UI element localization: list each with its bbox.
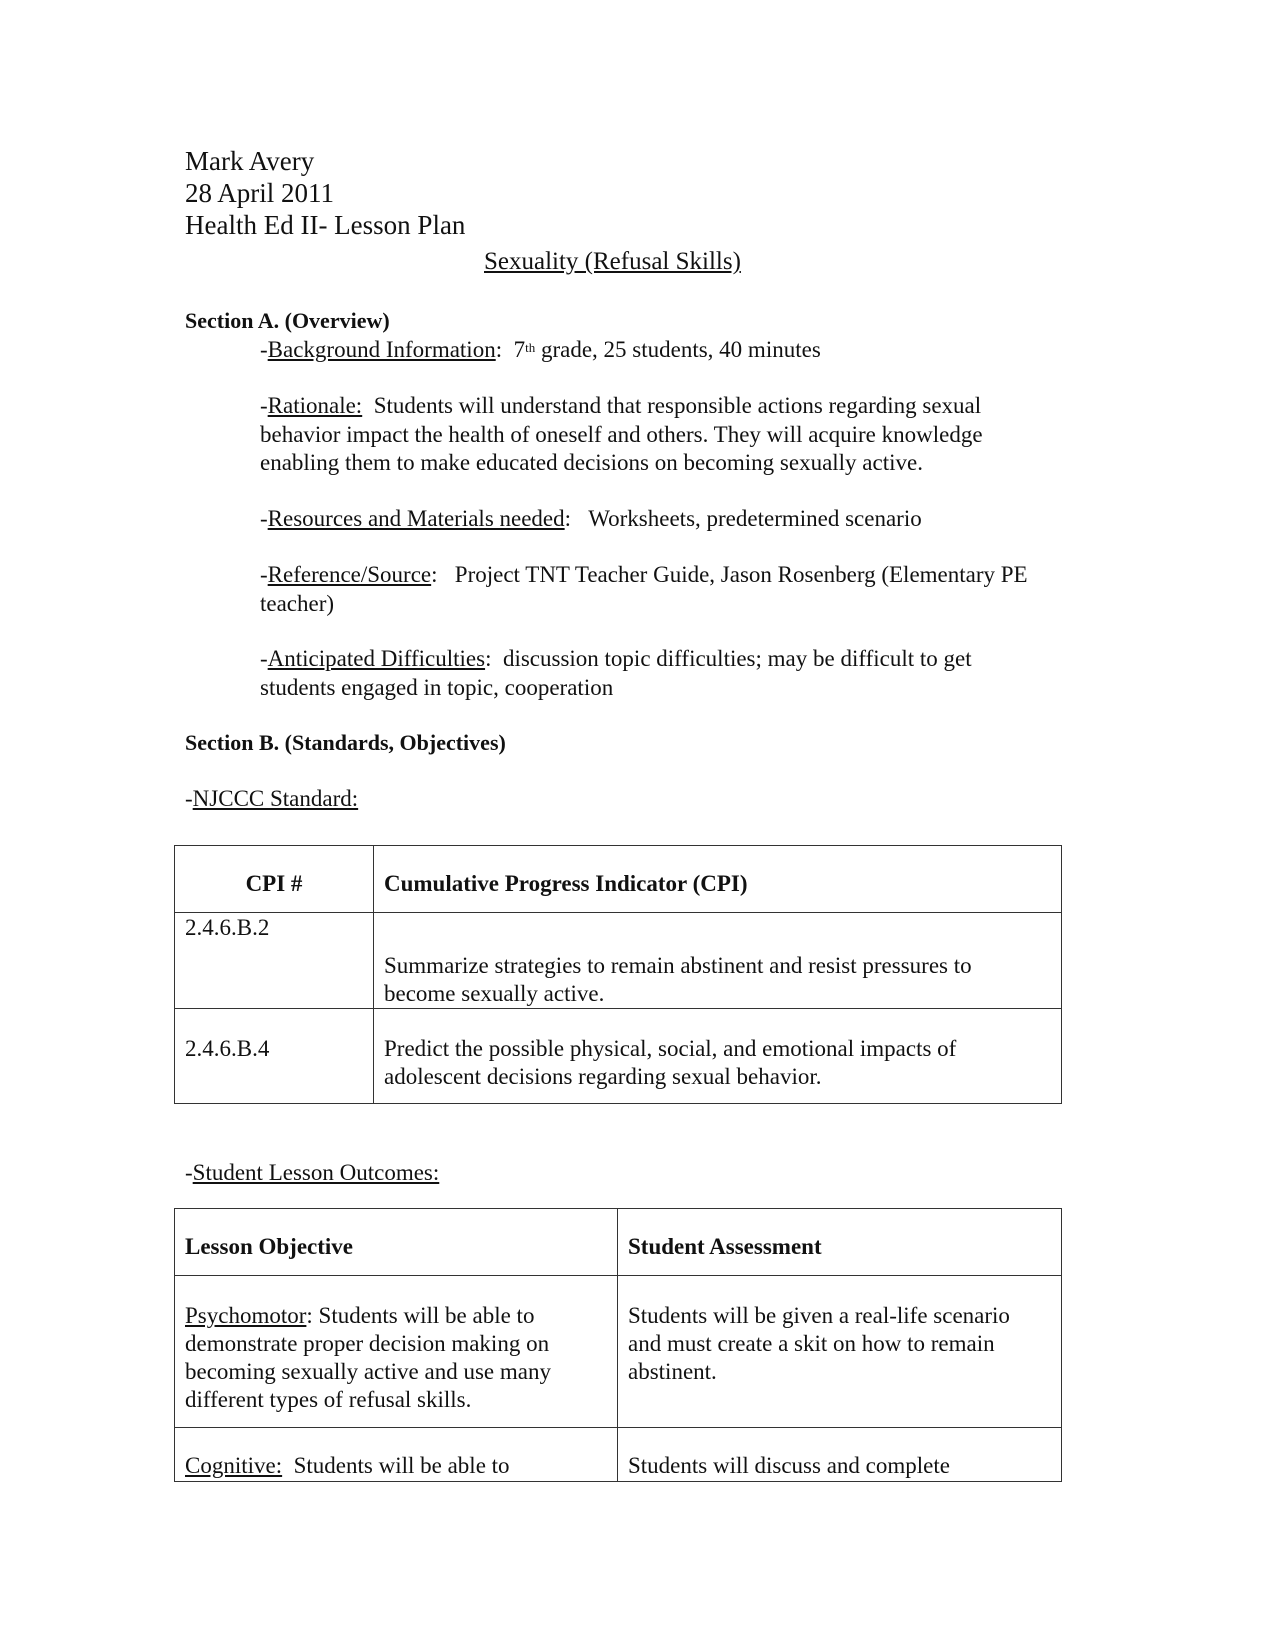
outcomes-table bbox=[174, 1208, 1062, 1482]
lesson-objective bbox=[175, 1276, 617, 1414]
table-header-row bbox=[175, 846, 1062, 913]
rationale-label: Rationale: bbox=[267, 393, 363, 418]
rationale-text: Students will understand that responsible actions regarding sexual behavior impact the health of oneself and others. They will acquire knowledge enabling them to make educated decisions on becoming sexually active. bbox=[260, 393, 983, 475]
author-name: Mark Avery bbox=[185, 146, 315, 176]
difficulties-label: Anticipated Difficulties bbox=[267, 646, 486, 671]
cpi-text: Predict the possible physical, social, and emotional impacts of adolescent decisions regarding sexual behavior. bbox=[384, 1036, 957, 1089]
difficulties-text: discussion topic difficulties; may be difficult to get students engaged in topic, cooperation bbox=[260, 646, 972, 700]
cpi-number-header: CPI # bbox=[245, 871, 303, 896]
student-assessment: Students will discuss and complete bbox=[628, 1453, 950, 1478]
objective-text: Students will be able to bbox=[282, 1453, 510, 1478]
reference-text: Project TNT Teacher Guide, Jason Rosenberg (Elementary PE teacher) bbox=[260, 562, 1028, 616]
document-date: 28 April 2011 bbox=[185, 178, 335, 208]
grade-number: 7 bbox=[513, 337, 526, 362]
background-information: -Background Information: 7th grade, 25 students, 40 minutes bbox=[260, 337, 821, 362]
cpi-code: 2.4.6.B.4 bbox=[185, 1036, 270, 1061]
section-b-heading: Section B. (Standards, Objectives) bbox=[185, 730, 506, 755]
outcomes-label: Student Lesson Outcomes: bbox=[192, 1160, 440, 1185]
reference-label: Reference/Source bbox=[267, 562, 432, 587]
lesson-objective bbox=[175, 1428, 617, 1480]
objective-label: Cognitive: bbox=[185, 1453, 283, 1478]
section-a-heading: Section A. (Overview) bbox=[185, 308, 390, 333]
objective-label: Psychomotor bbox=[185, 1303, 307, 1328]
table-row bbox=[175, 1276, 1062, 1428]
table-row bbox=[175, 1428, 1062, 1482]
student-assessment-header: Student Assessment bbox=[628, 1234, 822, 1259]
background-label: Background Information bbox=[267, 337, 496, 362]
cpi-description-header: Cumulative Progress Indicator (CPI) bbox=[384, 871, 748, 896]
lesson-title: Sexuality (Refusal Skills) bbox=[484, 248, 741, 275]
cpi-table bbox=[174, 845, 1062, 1104]
njccc-standard: -NJCCC Standard: bbox=[185, 786, 359, 811]
table-row bbox=[175, 913, 1062, 1009]
cpi-text: Summarize strategies to remain abstinent and resist pressures to become sexually active. bbox=[384, 953, 972, 1006]
reference-source: -Reference/Source: Project TNT Teacher Guide, Jason Rosenberg (Elementary PE teacher) bbox=[260, 562, 1028, 616]
background-text: grade, 25 students, 40 minutes bbox=[535, 337, 821, 362]
resources-label: Resources and Materials needed bbox=[267, 506, 565, 531]
grade-suffix: th bbox=[525, 340, 536, 355]
cpi-code: 2.4.6.B.2 bbox=[185, 915, 270, 940]
objective-text: : Students will be able to demonstrate proper decision making on becoming sexually active and use many different types of refusal skills. bbox=[185, 1303, 551, 1412]
course-title: Health Ed II- Lesson Plan bbox=[185, 210, 466, 240]
table-row bbox=[175, 1009, 1062, 1104]
resources-materials: -Resources and Materials needed: Worksheets, predetermined scenario bbox=[260, 506, 922, 531]
student-assessment: Students will be given a real-life scenario and must create a skit on how to remain abstinent. bbox=[628, 1303, 1010, 1384]
njccc-standard-label: NJCCC Standard: bbox=[192, 786, 359, 811]
table-header-row bbox=[175, 1209, 1062, 1276]
lesson-objective-header: Lesson Objective bbox=[185, 1234, 354, 1259]
student-lesson-outcomes: -Student Lesson Outcomes: bbox=[185, 1160, 440, 1185]
anticipated-difficulties: -Anticipated Difficulties: discussion topic difficulties; may be difficult to get students engaged in topic, cooperation bbox=[260, 646, 972, 700]
resources-text: Worksheets, predetermined scenario bbox=[588, 506, 922, 531]
rationale: -Rationale: Students will understand that responsible actions regarding sexual behavior impact the health of oneself and others. They will acquire knowledge enabling them to make educated decisions on becoming sexually active. bbox=[260, 393, 983, 475]
